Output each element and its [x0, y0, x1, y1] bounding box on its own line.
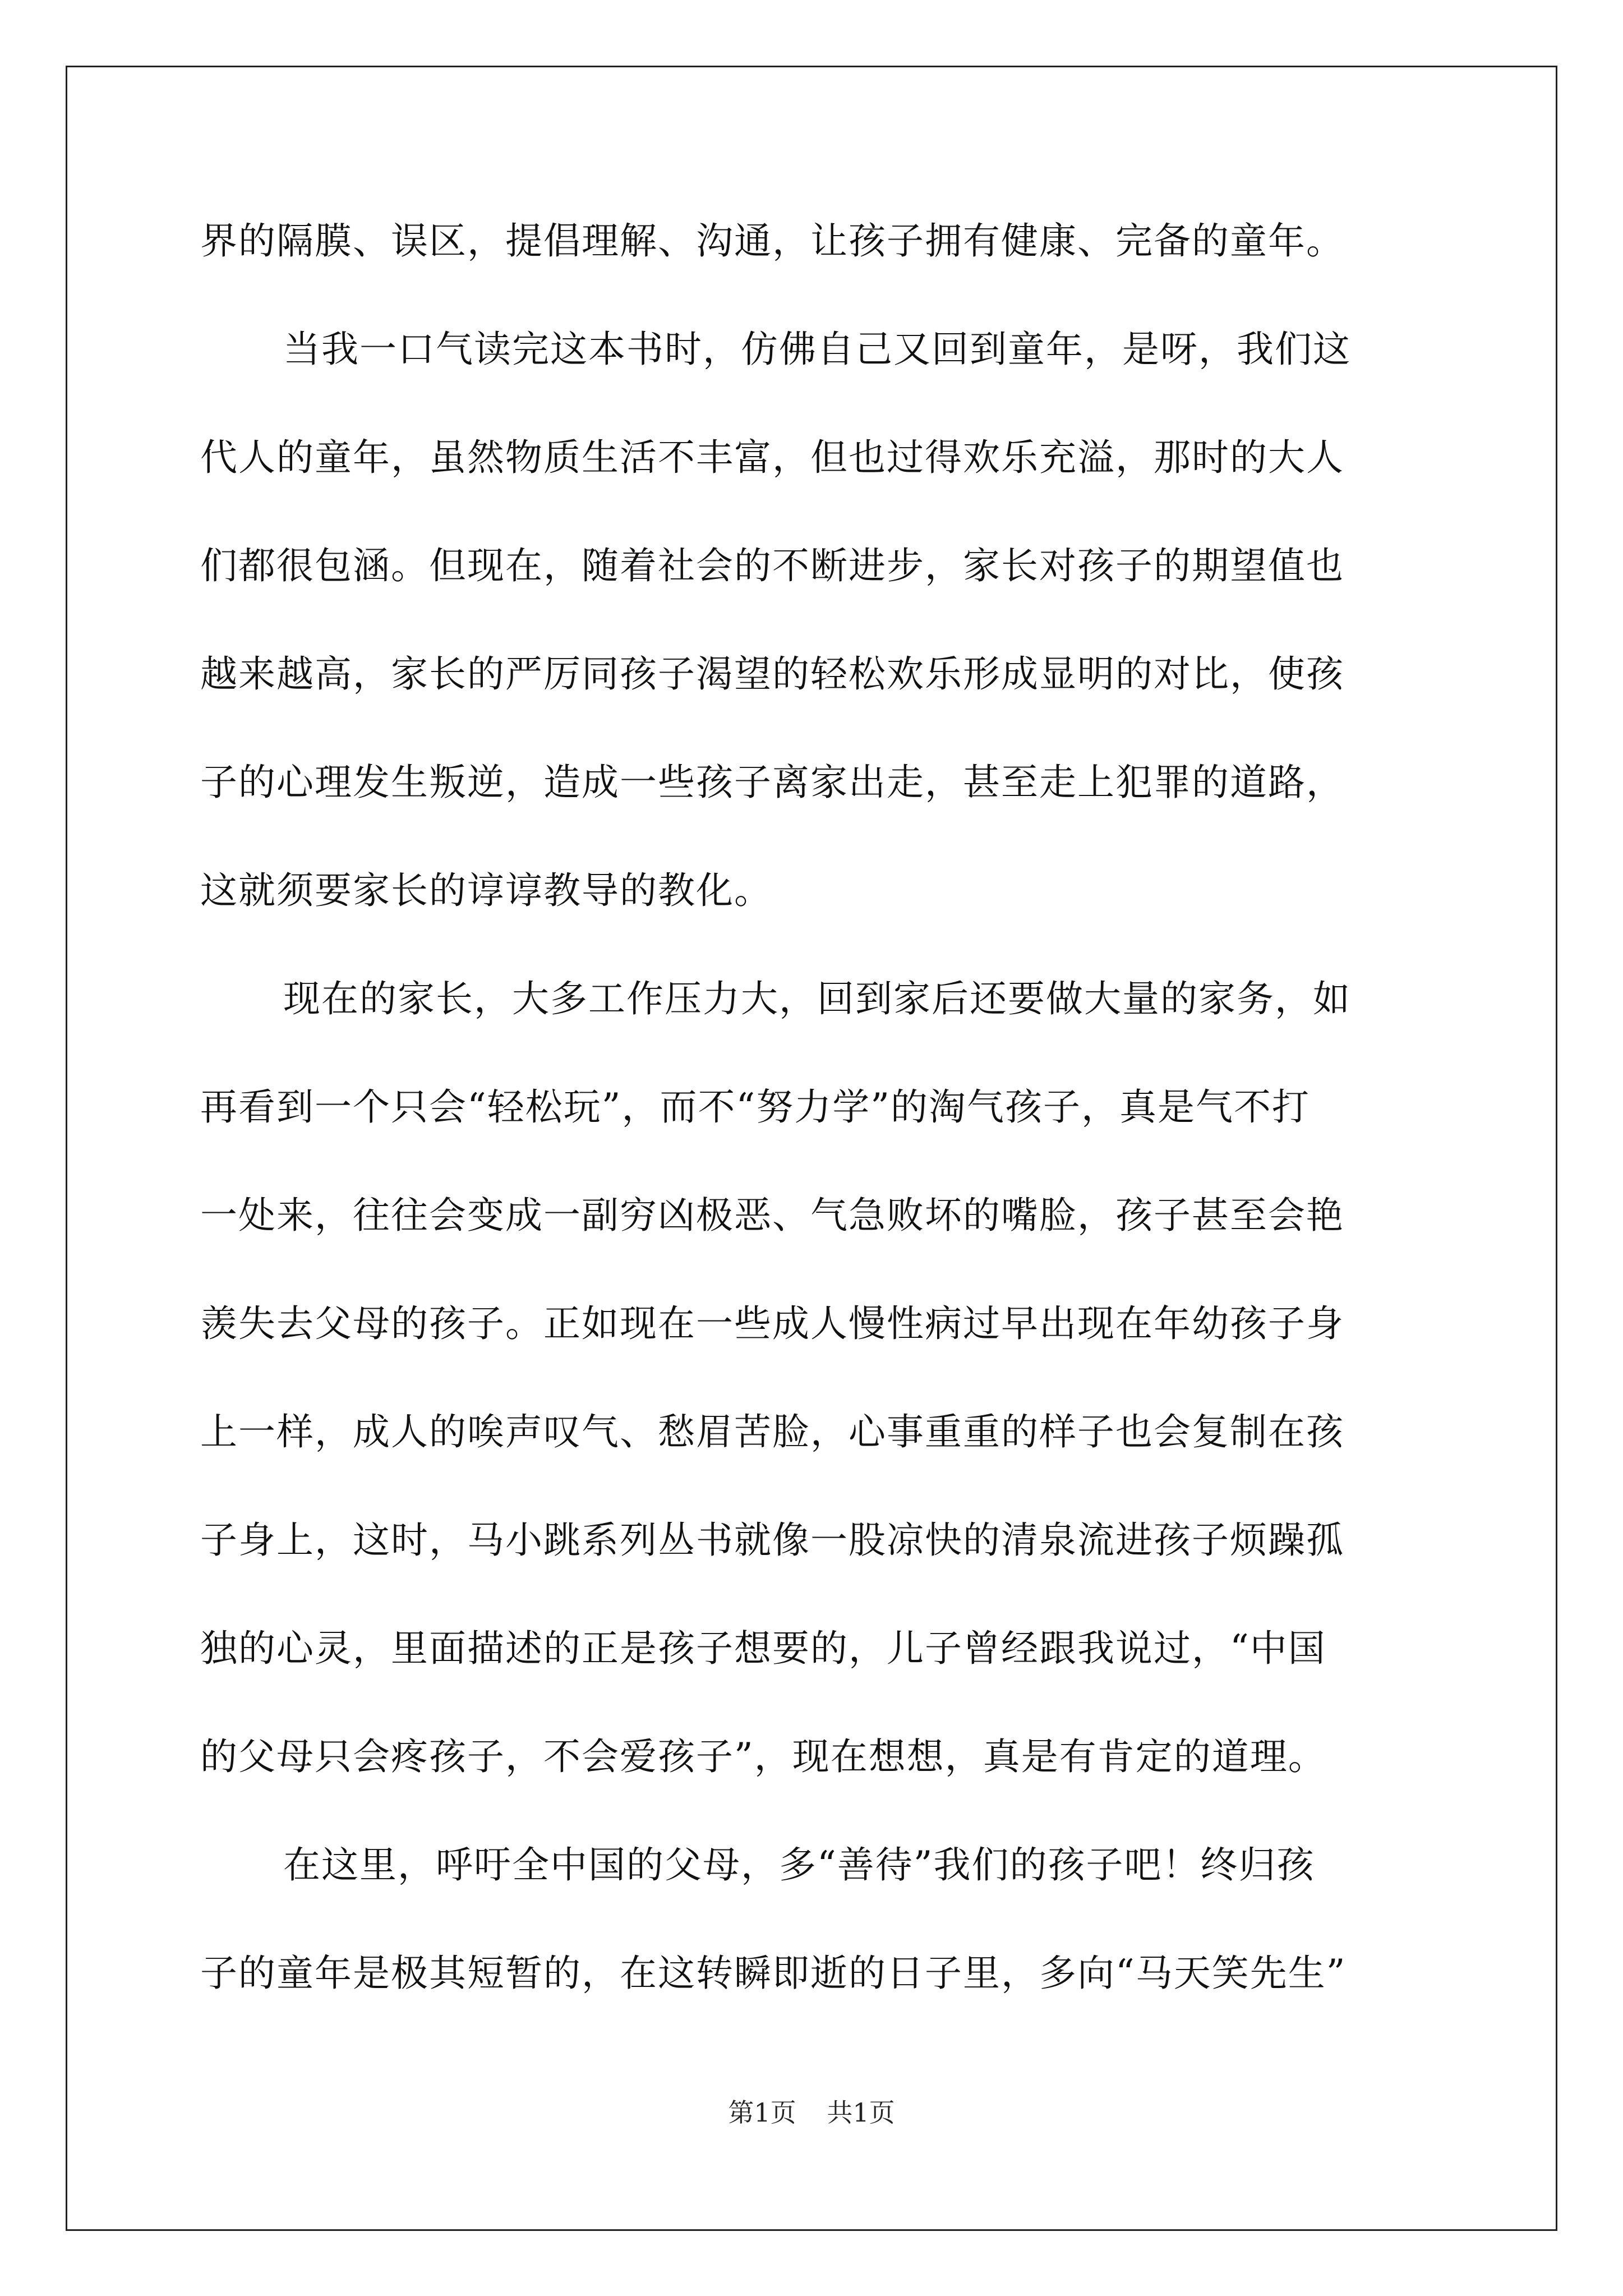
text-line: 代人的童年，虽然物质生活不丰富，但也过得欢乐充溢，那时的大人: [200, 436, 1344, 479]
document-body: [200, 213, 1423, 2054]
total-pages: 共1页: [827, 2097, 895, 2128]
text-line: 子身上，这时，马小跳系列丛书就像一股凉快的清泉流进孩子烦躁孤: [200, 1519, 1344, 1562]
text-line: 上一样，成人的唉声叹气、愁眉苦脸，心事重重的样子也会复制在孩: [200, 1410, 1344, 1453]
text-line: 在这里，呼吁全中国的父母，多“善待”我们的孩子吧！终归孩: [283, 1843, 1315, 1887]
text-line: 羡失去父母的孩子。正如现在一些成人慢性病过早出现在年幼孩子身: [200, 1302, 1344, 1345]
text-line: 一处来，往往会变成一副穷凶极恶、气急败坏的嘴脸，孩子甚至会艳: [200, 1194, 1344, 1237]
text-line: 子的童年是极其短暂的，在这转瞬即逝的日子里，多向“马天笑先生”: [200, 1952, 1347, 1995]
page-footer: [0, 2092, 1623, 2129]
text-line: 的父母只会疼孩子，不会爱孩子”，现在想想，真是有肯定的道理。: [200, 1735, 1326, 1778]
text-line: 界的隔膜、误区，提倡理解、沟通，让孩子拥有健康、完备的童年。: [200, 219, 1344, 263]
text-line: 独的心灵，里面描述的正是孩子想要的，儿子曾经跟我说过，“中国: [200, 1627, 1326, 1670]
text-line: 现在的家长，大多工作压力大，回到家后还要做大量的家务，如: [283, 977, 1351, 1020]
text-line: 当我一口气读完这本书时，仿佛自己又回到童年，是呀，我们这: [283, 328, 1351, 371]
text-line: 子的心理发生叛逆，造成一些孩子离家出走，甚至走上犯罪的道路，: [200, 761, 1344, 804]
text-line: 们都很包涵。但现在，随着社会的不断进步，家长对孩子的期望值也: [200, 544, 1344, 587]
text-line: 再看到一个只会“轻松玩”，而不“努力学”的淘气孩子，真是气不打: [200, 1085, 1310, 1129]
page-number: 第1页: [728, 2097, 796, 2128]
text-line: 这就须要家长的谆谆教导的教化。: [200, 869, 772, 912]
text-line: 越来越高，家长的严厉同孩子渴望的轻松欢乐形成显明的对比，使孩: [200, 652, 1344, 696]
